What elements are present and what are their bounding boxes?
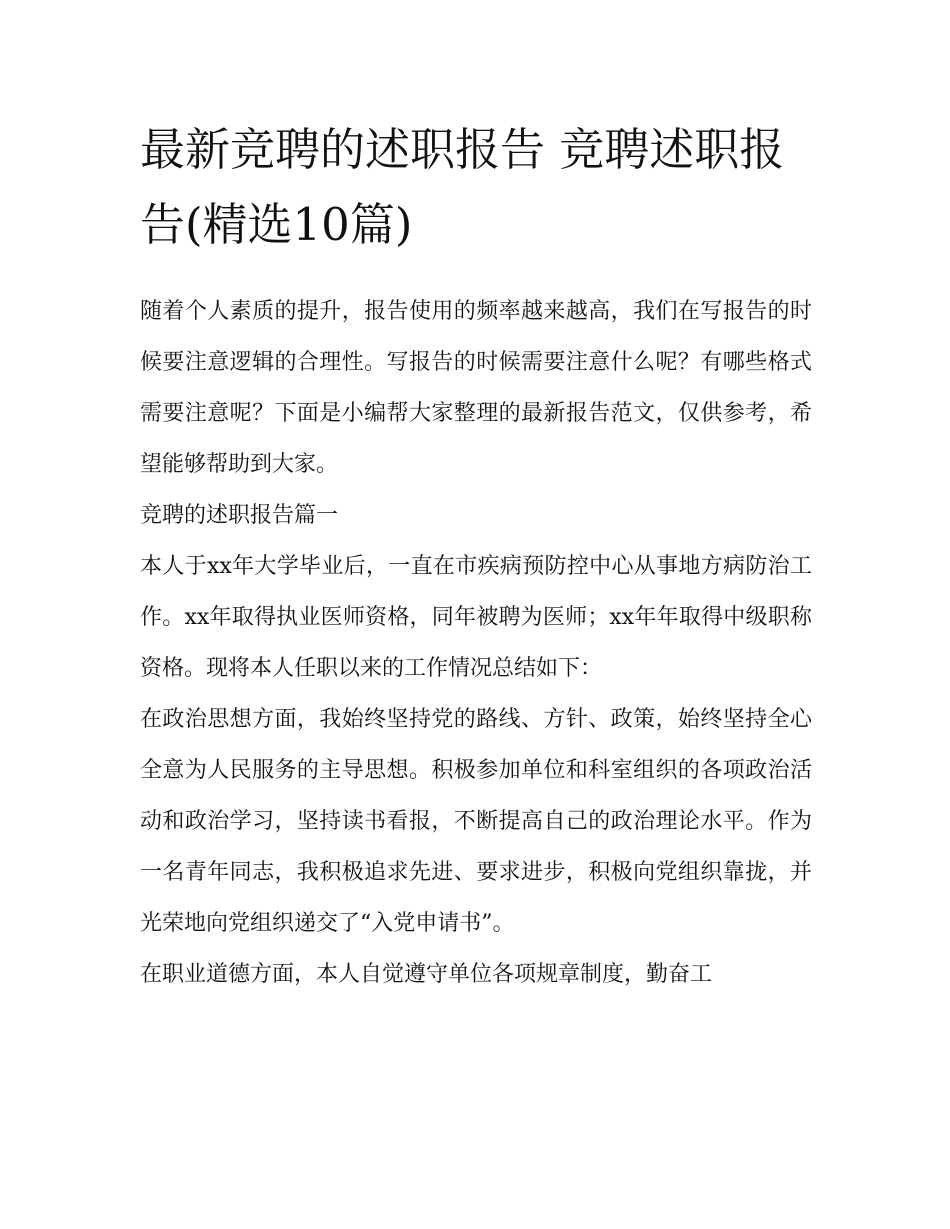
section-heading: 竞聘的述职报告篇一 <box>140 503 339 528</box>
document-body <box>140 286 812 1000</box>
document-content <box>140 112 812 1000</box>
body-paragraph-political: 在政治思想方面，我始终坚持党的路线、方针、政策，始终坚持全心全意为人民服务的主导思想。积极参加单位和科室组织的各项政治活动和政治学习，坚持读书看报，不断提高自己的政治理论水平。作为一名青年同志，我积极追求先进、要求进步，积极向党组织靠拢，并光荣地向党组织递交了“入党申请书”。 <box>140 707 812 936</box>
body-paragraph-ethics: 在职业道德方面，本人自觉遵守单位各项规章制度，勤奋工 <box>140 962 713 987</box>
intro-paragraph: 随着个人素质的提升，报告使用的频率越来越高，我们在写报告的时候要注意逻辑的合理性。写报告的时候需要注意什么呢？有哪些格式需要注意呢？下面是小编帮大家整理的最新报告范文，仅供参考，希望能够帮助到大家。 <box>140 299 812 477</box>
body-paragraph-career: 本人于xx年大学毕业后，一直在市疾病预防控中心从事地方病防治工作。xx年取得执业医师资格，同年被聘为医师；xx年年取得中级职称资格。现将本人任职以来的工作情况总结如下： <box>140 554 812 681</box>
document-title: 最新竞聘的述职报告 竞聘述职报告(精选10篇) <box>140 123 785 251</box>
